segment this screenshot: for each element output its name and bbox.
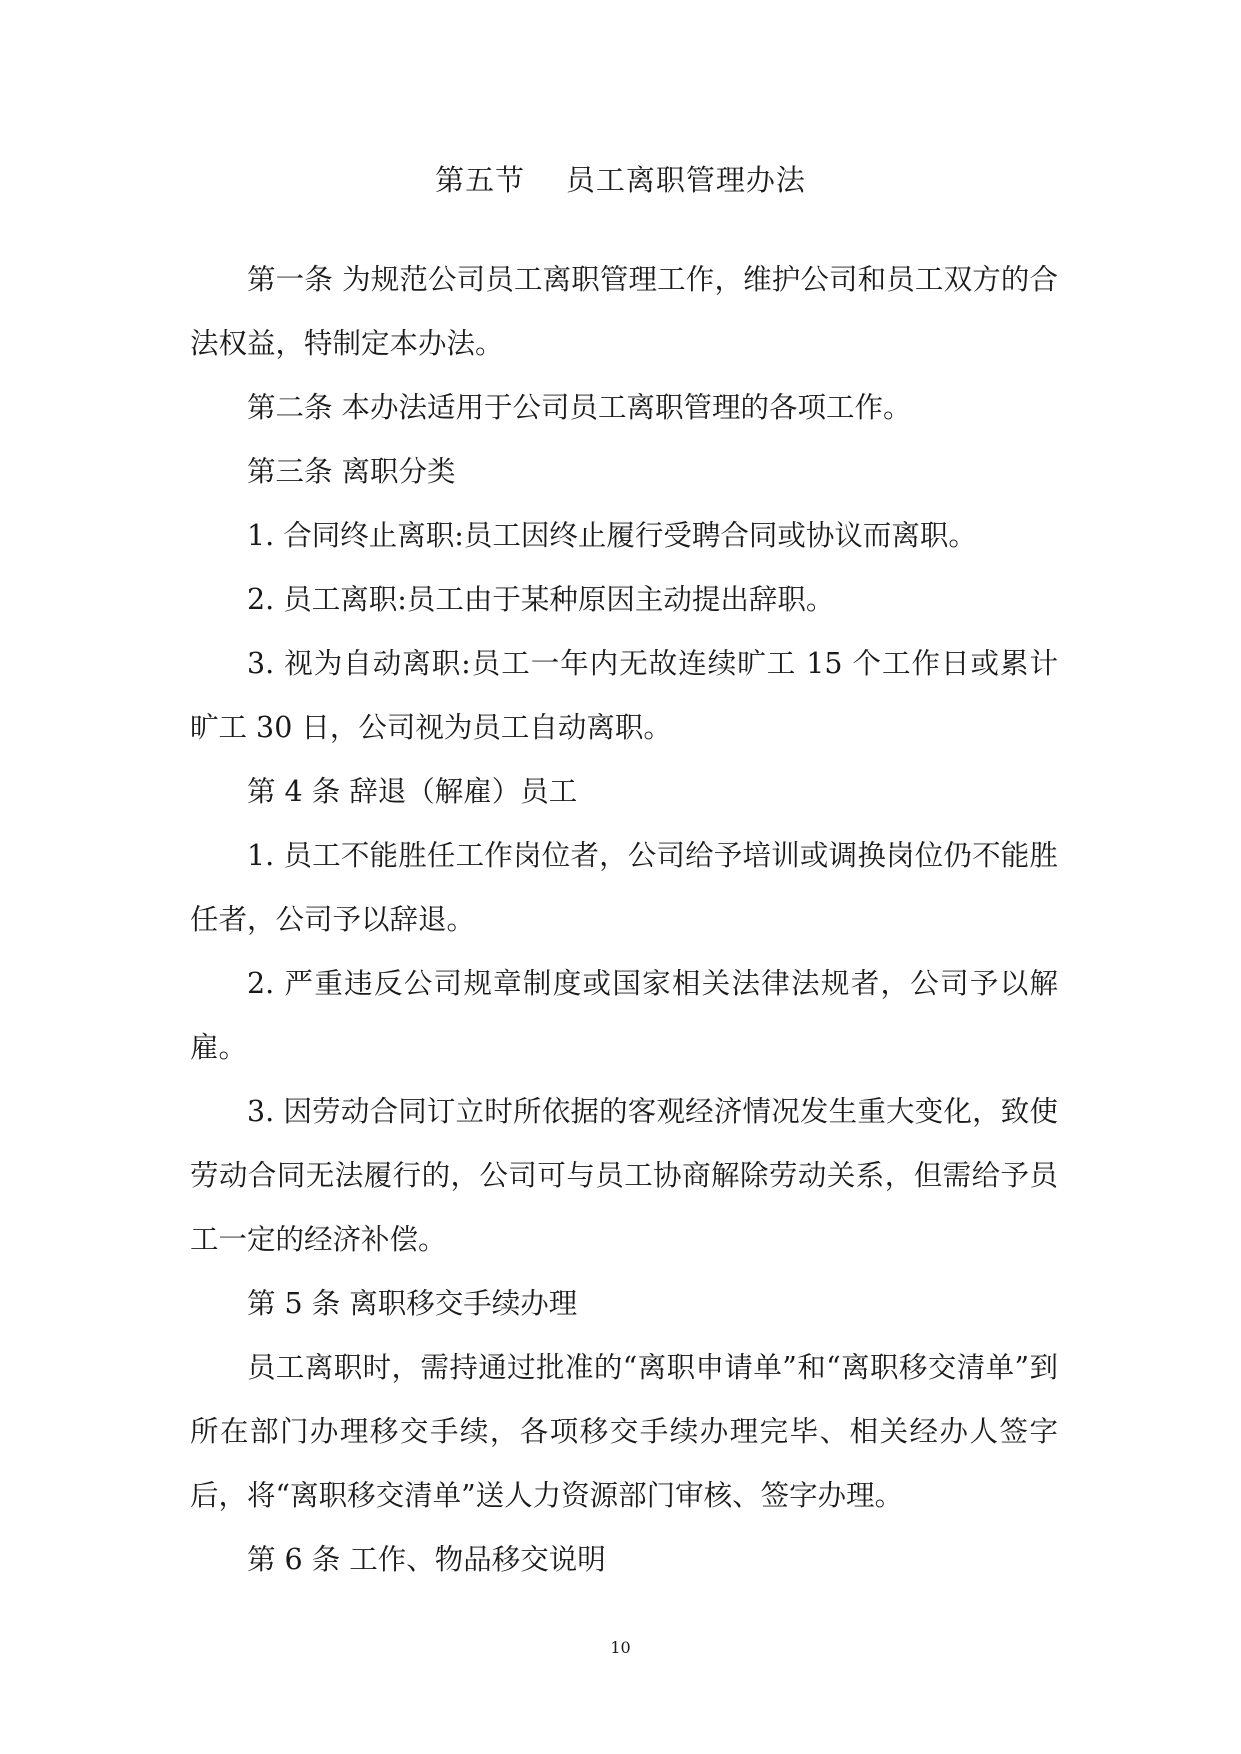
page-number: 10 <box>610 1638 631 1657</box>
paragraph-article-4-item-2: 2. 严重违反公司规章制度或国家相关法律法规者，公司予以解雇。 <box>190 967 1058 1064</box>
section-title: 第五节 员工离职管理办法 <box>435 163 806 197</box>
paragraph-article-6-heading: 第 6 条 工作、物品移交说明 <box>247 1543 606 1576</box>
paragraph-article-5-body: 员工离职时，需持通过批准的“离职申请单”和“离职移交清单”到所在部门办理移交手续，各项移交手续办理完毕、相关经办人签字后，将“离职移交清单”送人力资源部门审核、签字办理。 <box>190 1351 1058 1512</box>
paragraph-article-4-heading: 第 4 条 辞退（解雇）员工 <box>247 775 578 808</box>
paragraph-article-4-item-3: 3. 因劳动合同订立时所依据的客观经济情况发生重大变化，致使劳动合同无法履行的，公司可与员工协商解除劳动关系，但需给予员工一定的经济补偿。 <box>190 1095 1058 1256</box>
paragraph-article-3-heading: 第三条 离职分类 <box>247 455 456 488</box>
paragraph-article-5-heading: 第 5 条 离职移交手续办理 <box>247 1287 578 1320</box>
paragraph-article-3-item-3: 3. 视为自动离职:员工一年内无故连续旷工 15 个工作日或累计旷工 30 日，公司视为员工自动离职。 <box>190 647 1058 744</box>
paragraph-article-3-item-1: 1. 合同终止离职:员工因终止履行受聘合同或协议而离职。 <box>247 519 977 552</box>
document-body <box>190 248 1058 1592</box>
paragraph-article-4-item-1: 1. 员工不能胜任工作岗位者，公司给予培训或调换岗位仍不能胜任者，公司予以辞退。 <box>190 839 1058 936</box>
paragraph-article-3-item-2: 2. 员工离职:员工由于某种原因主动提出辞职。 <box>247 583 835 616</box>
paragraph-article-1: 第一条 为规范公司员工离职管理工作，维护公司和员工双方的合法权益，特制定本办法。 <box>190 263 1058 360</box>
paragraph-article-2: 第二条 本办法适用于公司员工离职管理的各项工作。 <box>247 391 912 424</box>
